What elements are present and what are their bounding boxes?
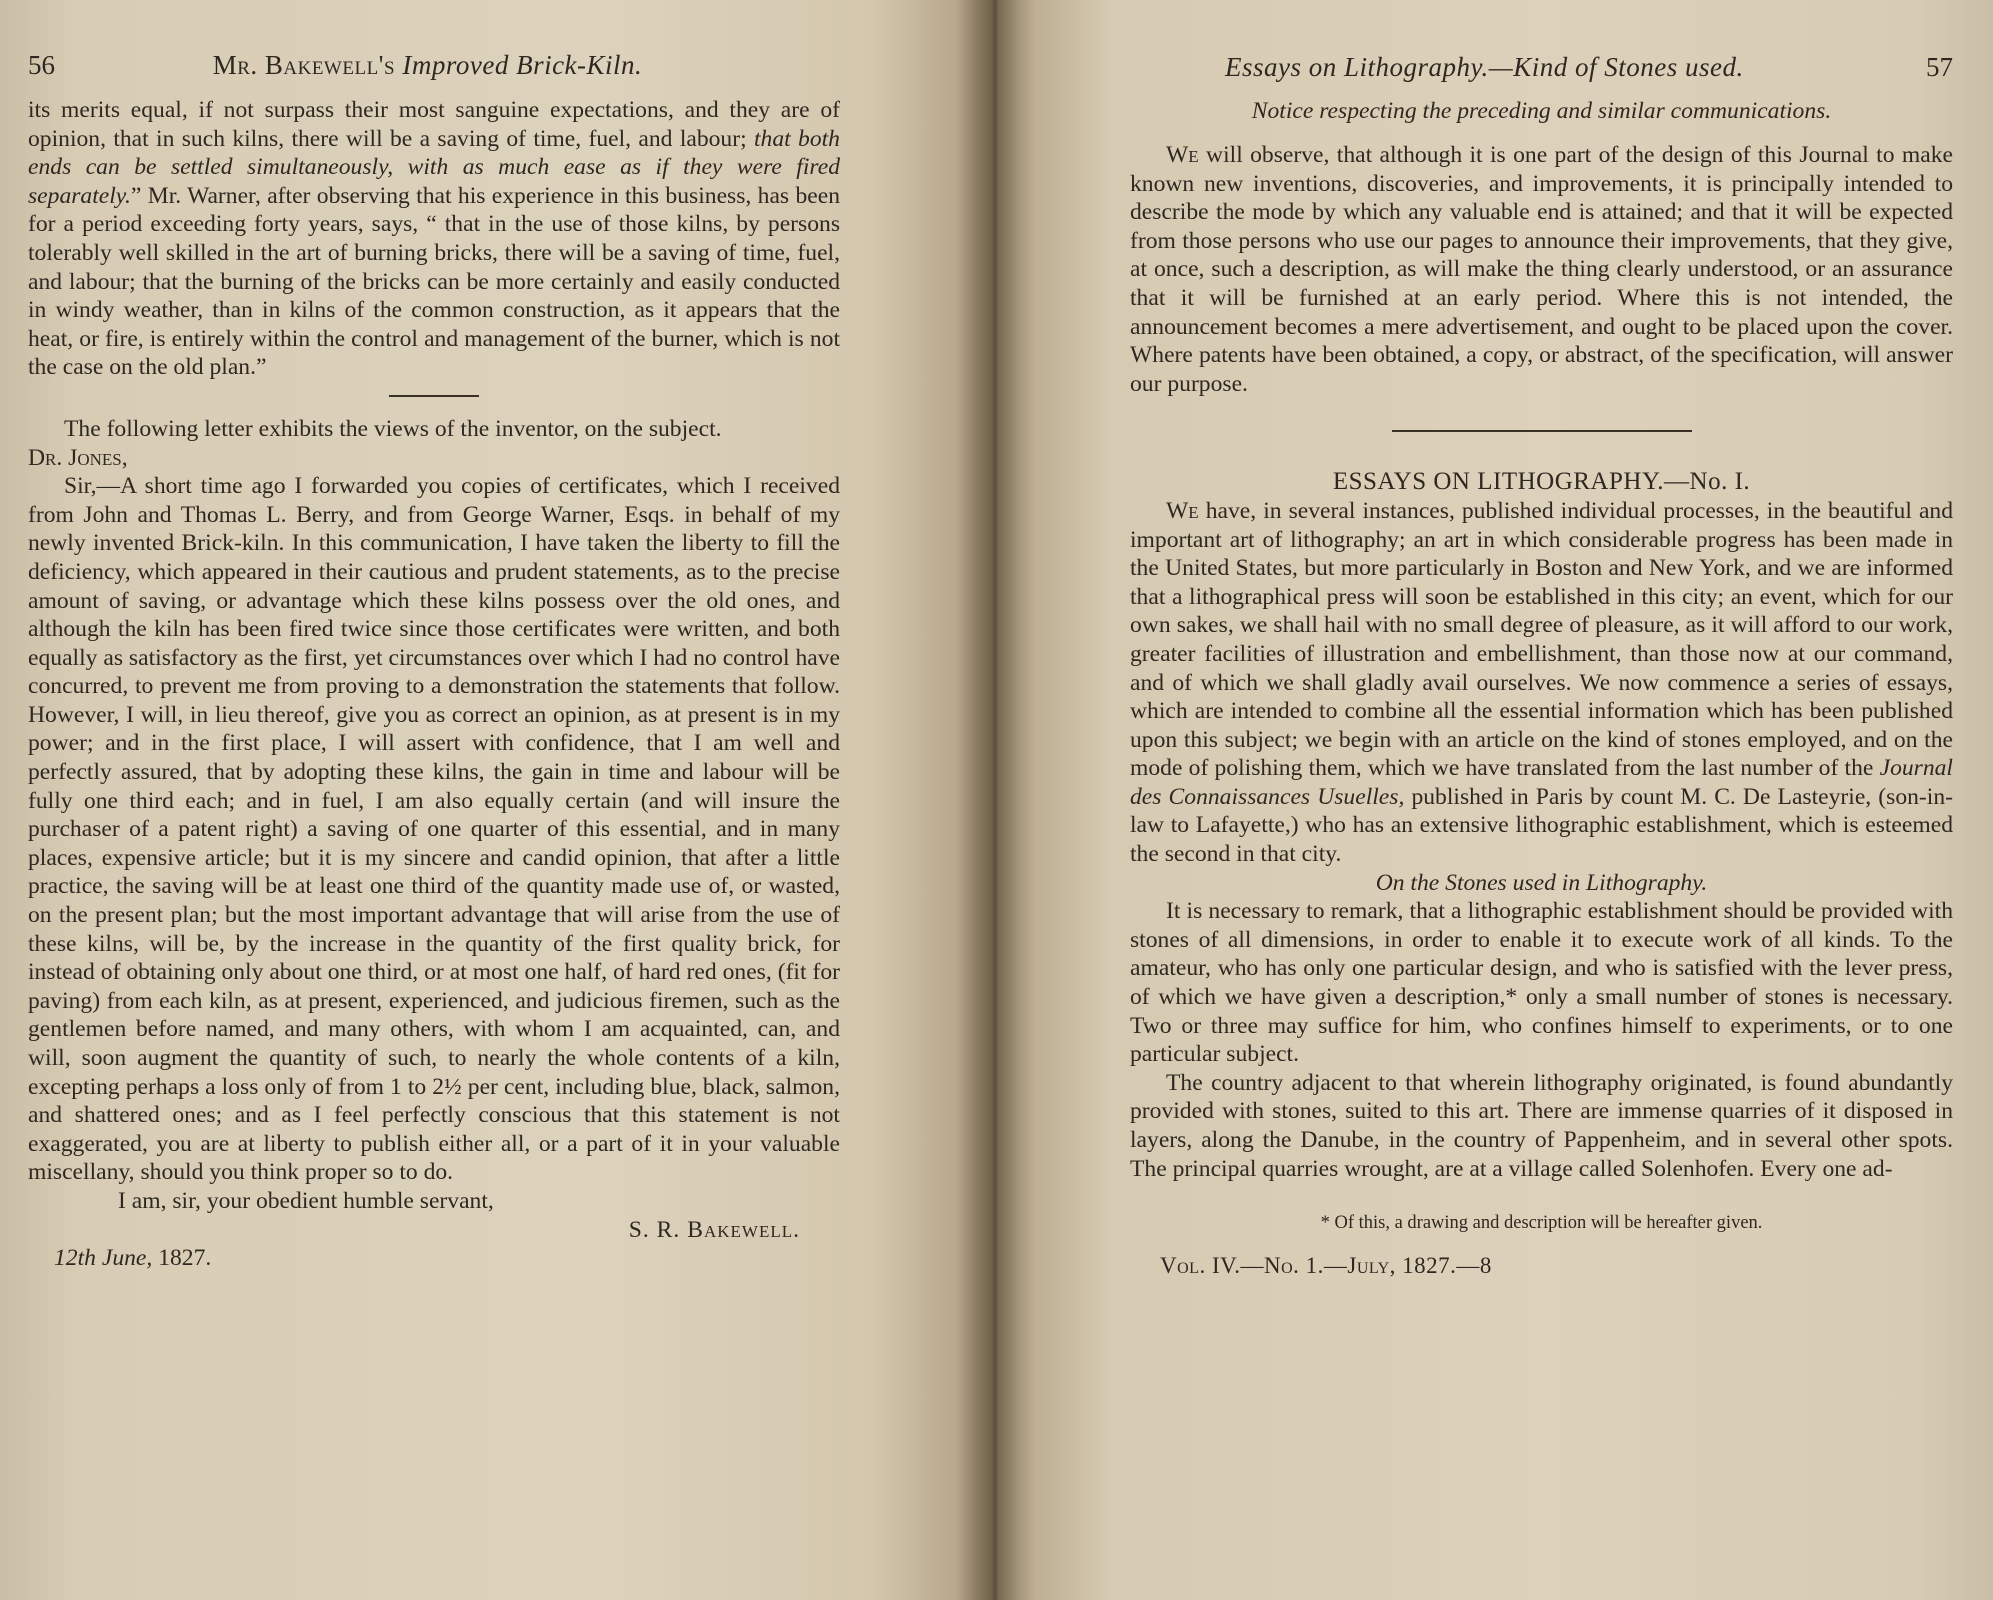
running-head-author: Mr. Bakewell's (212, 50, 396, 80)
date-year: 1827. (158, 1245, 212, 1272)
letter-closing: I am, sir, your obedient humble servant, (118, 1187, 494, 1214)
left-body-text (28, 96, 840, 1273)
left-running-title (213, 50, 643, 81)
left-running-head (28, 50, 840, 96)
notice-paragraph (1130, 141, 1953, 398)
essay-first-word: We (1166, 497, 1199, 524)
left-page-number: 56 (28, 50, 55, 80)
para1-text: its merits equal, if not surpass their most sanguine expectations, and they are of opinion, that in such kilns, there will be a saving of time, fuel, and labour; (28, 97, 840, 152)
letter-body: Sir,—A short time ago I forwarded you copies of certificates, which I received from John and Thomas L. Berry, and from George Warner, Esqs. in behalf of my newly invented Brick-kiln. In this communication, I have taken the liberty to fill the deficiency, which appeared in their cautious and prudent statements, as to the precise amount of saving, or advantage which these kilns possess over the old ones, and although the kiln has been fired twice since those certificates were written, and both equally as satisfactory as the first, yet circumstances over which I had no control have concurred, to prevent me from proving to a demonstration the statements that follow. However, I will, in lieu thereof, give you as correct an opinion, as at present is in my power; and in the first place, I will assert with confidence, that I am well and perfectly assured, that by adopting these kilns, the gain in time and labour will be fully one third each; and in fuel, I am also equally certain (and will insure the purchaser of a patent right) a saving of one quarter of this essential, and in many places, expensive article; but it is my sincere and candid opinion, that after a little practice, the saving will be at least one third of the quantity made use of, or wasted, on the present plan; but the most important advantage that will arise from the use of these kilns, will be, by the increase in the quantity of the first quality brick, for instead of obtaining only about one third, or at most one half, of hard red ones, (fit for paving) from each kiln, as at present, experienced, and judicious firemen, such as the gentlemen before named, and many others, with whom I am acquainted, can, and will, soon augment the quantity of such, to nearly the whole contents of a kiln, excepting perhaps a loss only of from 1 to 2½ per cent, including blue, black, salmon, and shattered ones; and as I feel perfectly conscious that this statement is not exaggerated, you are at liberty to publish either all, or a part of it in your valuable miscellany, should you think proper so to do. (28, 473, 840, 1186)
letter-salutation: Dr. Jones, (28, 444, 128, 471)
intro-paragraph: The following letter exhibits the views of the inventor, on the subject. (64, 415, 722, 442)
essay-body: have, in several instances, published individual processes, in the beautiful and important art of lithography; an art in which considerable progress has been made in the United States, but more particularly in Boston and New York, and we are informed that a lithographical press will soon be established in this city; an event, which for our own sakes, we shall hail with no small degree of pleasure, as it will afford to our work, greater facilities of illustration and embellishment, than those now at our command, and of which we shall gladly avail ourselves. We now commence a series of essays, which are intended to combine all the essential information which has been published upon this subject; we begin with an article on the kind of stones employed, and on the mode of polishing them, which we have translated from the last number of the (1130, 497, 1954, 782)
date-day: 12th June, (54, 1245, 153, 1272)
certificate-paragraph (28, 96, 840, 382)
notice-first-word: We (1166, 142, 1199, 168)
stones-paragraph-1: It is necessary to remark, that a lithographic establishment should be provided with stones of all dimensions, in order to enable it to execute work of all kinds. To the amateur, who has only one particular design, and who is satisfied with the lever press, of which we have given a description,* only a small number of stones is necessary. Two or three may suffice for him, who confines himself to experiments, or to one particular subject. (1130, 898, 1953, 1068)
notice-body: will observe, that although it is one part of the design of this Journal to make known new inventions, discoveries, and improvements, it is principally intended to describe the mode by which any valuable end is attained; and that it will be expected from those persons who use our pages to announce their improvements, that they give, at once, such a description, as will make the thing clearly understood, or an assurance that it will be furnished at an early period. Where this is not intended, the announcement becomes a mere advertisement, and ought to be placed upon the cover. Where patents have been obtained, a copy, or abstract, of the specification, will answer our purpose. (1130, 142, 1953, 397)
left-page (0, 0, 990, 1600)
right-running-title: Essays on Lithography.—Kind of Stones used. (1225, 52, 1744, 82)
essay-section-title: ESSAYS ON LITHOGRAPHY.—No. I. (1332, 468, 1751, 496)
letter-signature: S. R. Bakewell. (628, 1216, 800, 1243)
para1-italic-quote: that both ends can be settled simultaneously, with as much ease as if they were fired separately. (28, 125, 840, 209)
letter-date (28, 1244, 840, 1273)
right-running-head (1130, 52, 1953, 98)
stones-paragraph-2: The country adjacent to that wherein lithography originated, is found abundantly provided with stones, suited to this art. There are immense quarries of it disposed in layers, along the Danube, in the country of Pappenheim, and in several other spots. The principal quarries wrought, are at a village called Solenhofen. Every one ad- (1130, 1069, 1953, 1182)
essay-body-continued: published in Paris by count M. C. De Lasteyrie, (son-in-law to Lafayette,) who has an extensive lithographic establishment, which is esteemed the second in that city. (1130, 783, 1953, 868)
volume-footer: Vol. IV.—No. 1.—July, 1827.—8 (1160, 1252, 1492, 1278)
section-divider (389, 395, 479, 397)
essay-intro-paragraph (1130, 497, 1953, 869)
para1-text-continued: ” Mr. Warner, after observing that his experience in this business, has been for a period exceeding forty years, says, “ that in the use of those kilns, by persons tolerably well skilled in the art of burning bricks, there will be a saving of time, fuel, and labour; that the burning of the bricks can be more certainly and easily conducted in windy weather, than in kilns of the common construction, as it appears that the heat, or fire, is entirely within the control and management of the burner, which is not the case on the old plan.” (28, 182, 840, 381)
right-page-number: 57 (1926, 52, 1953, 82)
section-divider-wide (1392, 430, 1692, 432)
journal-title: Journal des Connaissances Usuelles, (1130, 755, 1953, 810)
right-page (990, 0, 1993, 1600)
right-body-text (1130, 141, 1953, 1183)
running-head-subject: Improved Brick-Kiln. (402, 50, 643, 80)
notice-heading: Notice respecting the preceding and similar communications. (1251, 98, 1832, 124)
stones-subsection-title: On the Stones used in Lithography. (1375, 869, 1708, 896)
footnote: * Of this, a drawing and description will be hereafter given. (1320, 1213, 1763, 1234)
